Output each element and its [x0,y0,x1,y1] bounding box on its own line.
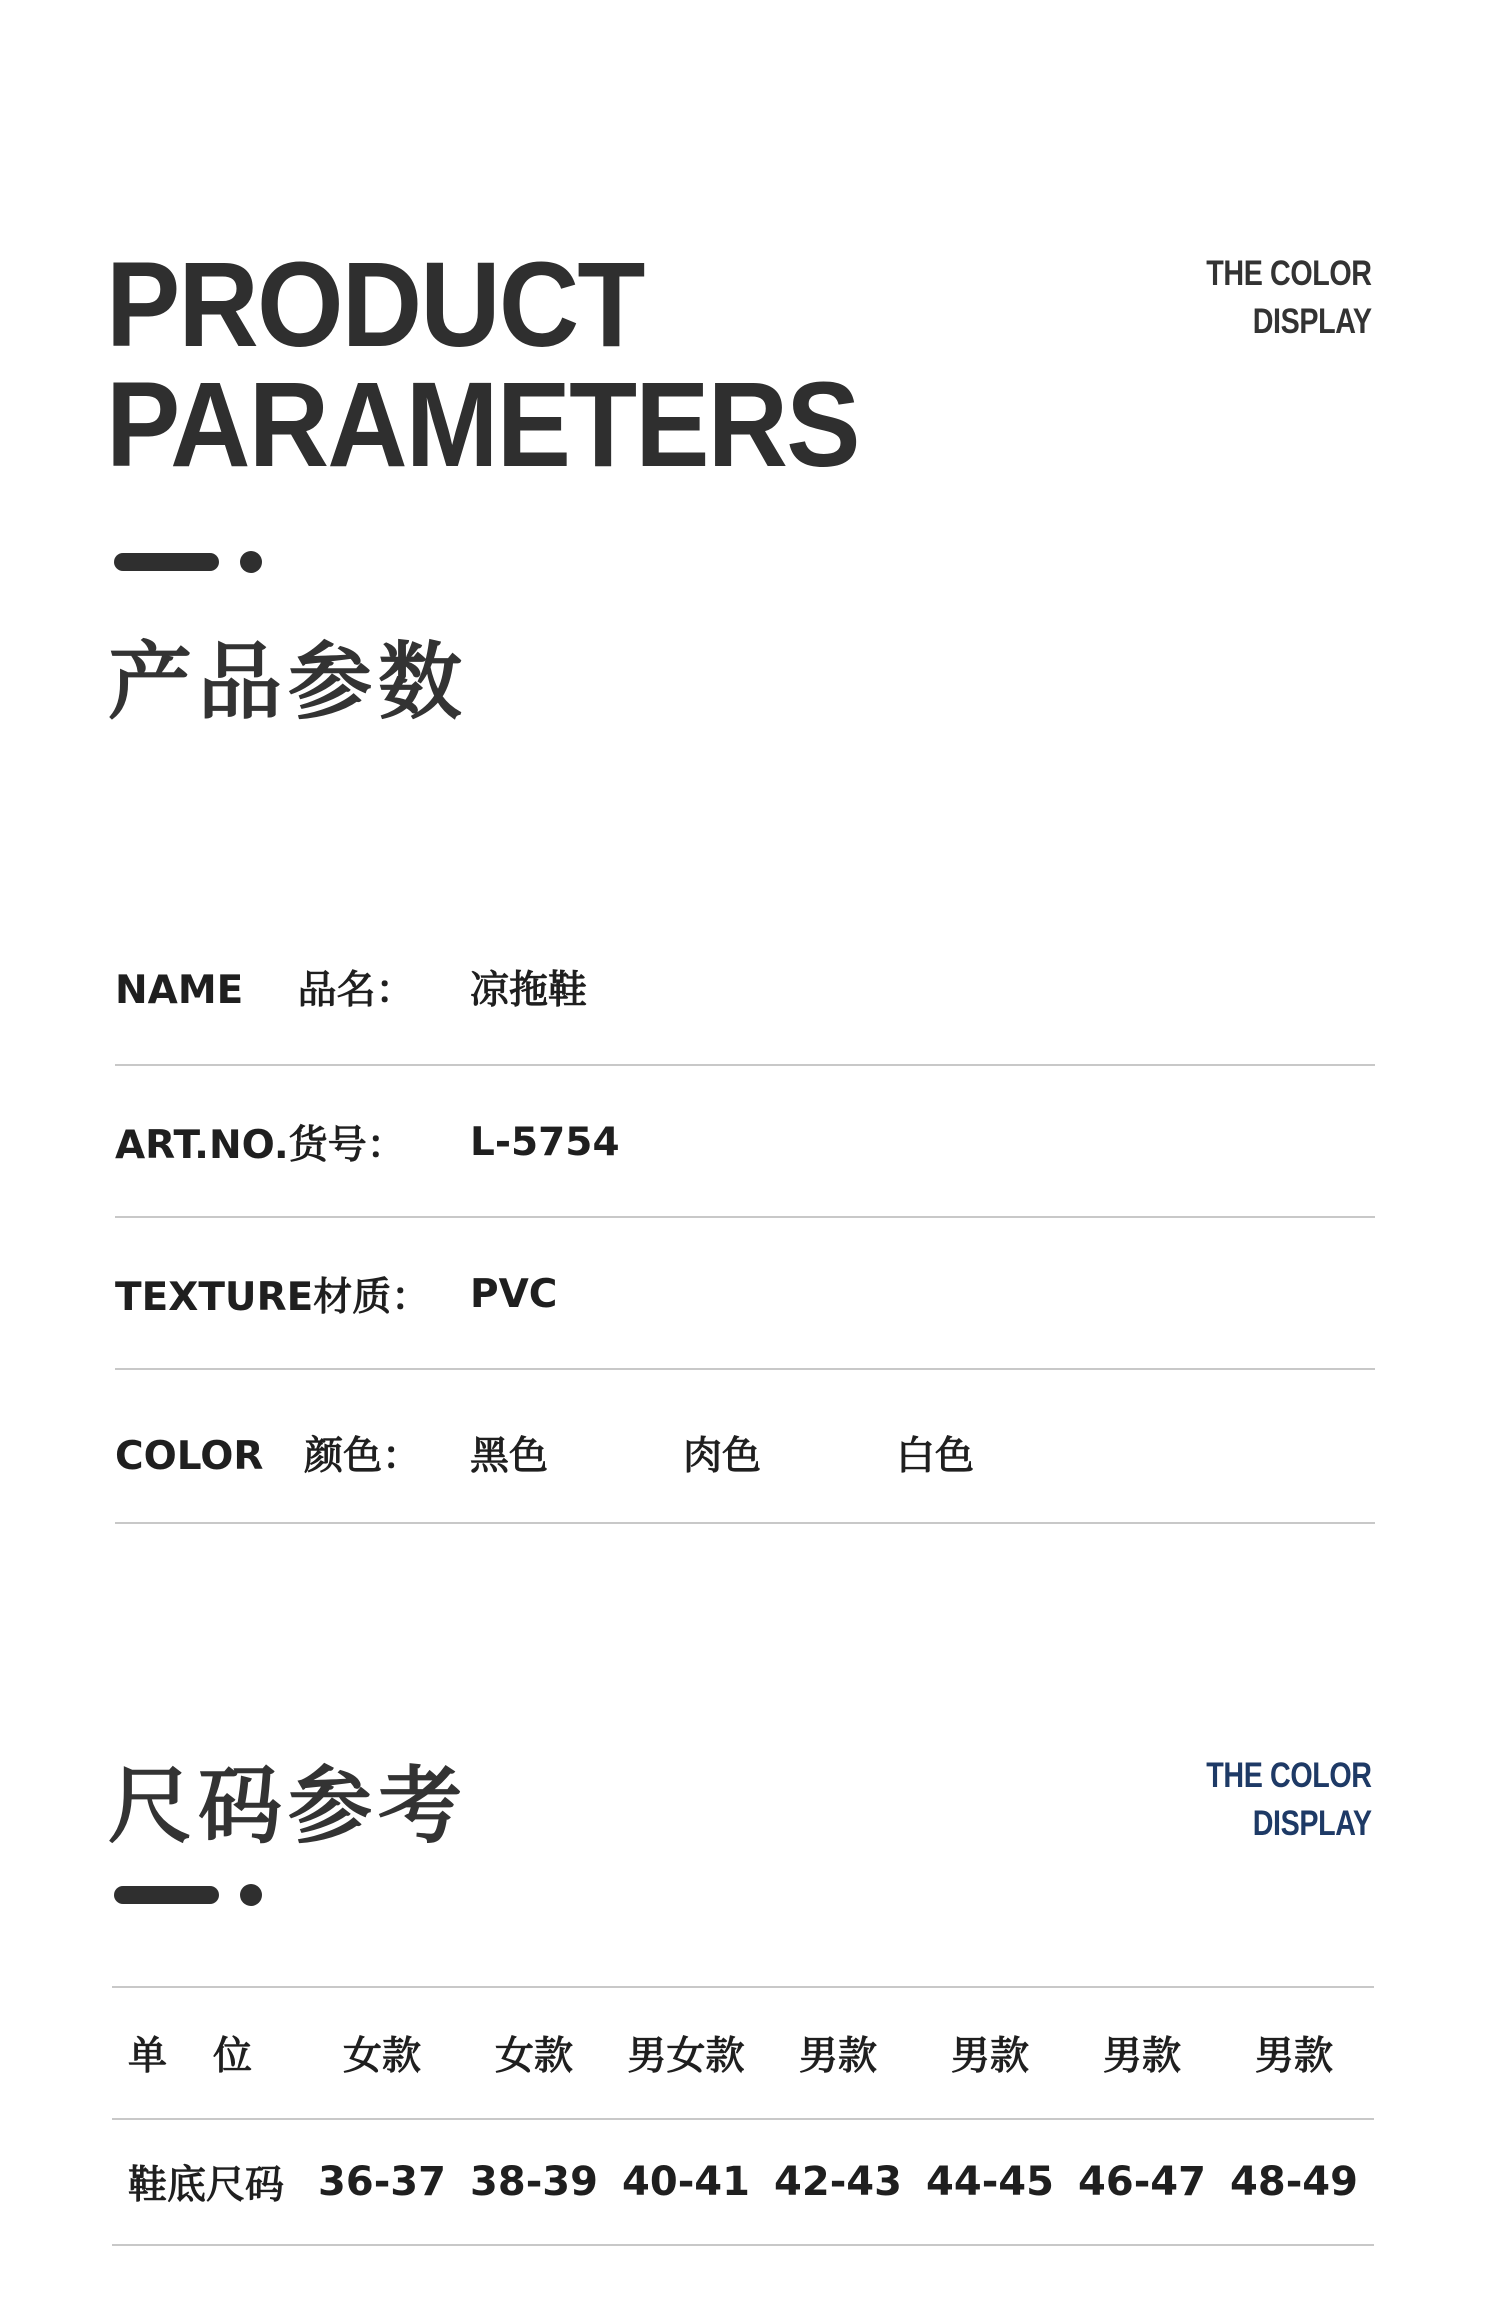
color-option-nude: 肉色 [683,1434,762,1479]
param-row-color [115,1372,1375,1524]
title-line-2: PARAMETERS [106,356,859,492]
color-options [470,1372,1109,1534]
divider-pill [114,553,219,571]
table-header-row [112,1988,1374,2118]
table-row [112,2120,1374,2244]
color-display-line-2: DISPLAY [1253,302,1372,341]
header-unit-label: 单位 [128,2034,299,2079]
row-label: 鞋底尺码 [128,2163,285,2208]
size-cell: 46-47 [1078,2159,1206,2205]
divider-dot [240,551,262,573]
size-cell: 38-39 [470,2159,598,2205]
color-option-black: 黑色 [470,1434,549,1479]
param-row-art-no [115,1066,1375,1218]
header-cell: 女款 [494,2034,573,2079]
header-cell: 男款 [950,2034,1029,2079]
page-title [106,236,859,492]
header-cell: 男款 [1102,2034,1181,2079]
title-line-1: PRODUCT [106,236,644,372]
param-row-name [115,914,1375,1066]
param-label: NAME 品名： [115,968,415,1013]
param-label: COLOR 颜色： [115,1434,422,1479]
size-cell: 40-41 [622,2159,750,2205]
header-cell: 男款 [798,2034,877,2079]
size-cell: 42-43 [774,2159,902,2205]
color-display-label [1207,250,1372,346]
param-row-texture [115,1218,1375,1370]
row-divider [115,1368,1375,1370]
param-value: L-5754 [470,1119,620,1165]
size-cell: 36-37 [318,2159,446,2205]
param-value: 凉拖鞋 [470,968,588,1013]
size-cell: 44-45 [926,2159,1054,2205]
color-option-white: 白色 [896,1434,975,1479]
color-display-line-1: THE COLOR [1206,254,1372,293]
param-value: PVC [470,1271,558,1317]
size-table [112,1986,1374,2246]
header-cell: 女款 [342,2034,421,2079]
divider-pill [114,1886,219,1904]
color-display-label-2 [1207,1752,1372,1848]
section-title-product-params: 产品参数 [108,633,469,731]
size-cell: 48-49 [1230,2159,1358,2205]
color-display-line-1: THE COLOR [1206,1756,1372,1795]
param-label: TEXTURE材质： [115,1275,431,1320]
header-cell: 男女款 [627,2034,745,2079]
param-label: ART.NO.货号： [115,1123,406,1168]
table-rule [112,2244,1374,2246]
header-cell: 男款 [1254,2034,1333,2079]
row-divider [115,1522,1375,1524]
color-display-line-2: DISPLAY [1253,1804,1372,1843]
divider-dot [240,1884,262,1906]
section-title-size-reference: 尺码参考 [108,1757,469,1855]
